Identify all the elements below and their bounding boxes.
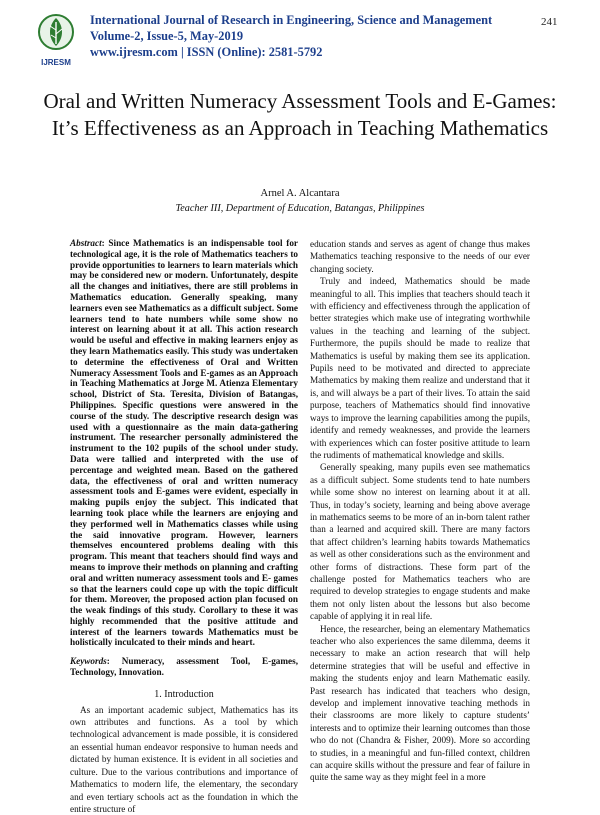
intro-paragraph: As an important academic subject, Mathematics has its own attributes and functions. As a tool by which technological advancement is made possible, it is considered an essential human endeavor responsive to human needs and dictated by human existence. It is evident in all societies and culture. Due to the various contributions and importance of Mathematics to modern life, the elementary, the secondary and even tertiary schools act as the foundation in which the entire structure of (70, 704, 298, 814)
volume-issue: Volume-2, Issue-5, May-2019 (90, 29, 244, 43)
website-issn: www.ijresm.com | ISSN (Online): 2581-5792 (90, 45, 323, 59)
ijresm-logo-icon (36, 12, 76, 70)
keywords-label: Keywords (70, 656, 107, 667)
logo-text: IJRESM (41, 58, 71, 67)
section-heading: 1. Introduction (154, 688, 214, 700)
abstract (70, 238, 298, 648)
journal-name: International Journal of Research in Engineering, Science and Management (90, 13, 493, 27)
body-paragraph: education stands and serves as agent of change thus makes Mathematics teaching responsive to the needs of our ever changing society. (310, 239, 530, 274)
paper-title: Oral and Written Numeracy Assessment Tools and E-Games: It’s Effectiveness as an Approach in Teaching Mathematics (43, 89, 557, 140)
left-column (70, 238, 298, 815)
keywords-text: : Numeracy, assessment Tool, E-games, Technology, Innovation. (70, 656, 298, 678)
journal-logo (36, 12, 76, 70)
body-paragraph: Generally speaking, many pupils even see mathematics as a difficult subject. Some students tend to hate numbers while some show no interest on learning about it at all. Thus, in today’s society, learning and being above average in mathematics seems to be more of an in-born talent rather than a learned and acquired skill. There are many factors that affect children’s learning habits towards Mathematics as well as other considerations such as the environment and other forms of distractions. These form part of the challenge posted for Mathematics teachers who are required to develop strategies to engage students and make them not only listen about the lessons but also become capable of applying it in real life. (310, 462, 530, 622)
abstract-text: : Since Mathematics is an indispensable tool for technological age, it is the role of Mathematics teachers to provide opportunities to learners to learn materials which may be considered new or modern. Unfortunately, despite all the changes and initiatives, there are still problems in Mathematics education. Generally speaking, many learners even see Mathematics as a difficult subject. Some learners tend to hate numbers while some show no interest on learning about it at all. This action research would be useful and effective in making learners enjoy as they learn Mathematics easily. This study was undertaken to determine the effectiveness of Oral and Written Numeracy Assessment Tools and E-games as an Approach in Teaching Mathematics at Jorge M. Atienza Elementary school, District of Sta. Teresita, Division of Batangas, Philippines. Specific questions were answered in the course of the study. The descriptive research design was used with a questionnaire as the main data-gathering instrument. The researcher personally administered the instrument to the 102 pupils of the school under study. Data were tallied and interpreted with the use of percentage and weighted mean. Based on the gathered data, the effectiveness of oral and written numeracy assessment tools and E-games were evident, especially in making pupils enjoy the subject. This indicated that learning took place while the learners are enjoying and they performed well in Mathematics classes while using the said innovative program. However, learners themselves encountered problems dealing with this program. This meant that teachers should find ways and means to improve their methods on planning and crafting oral and written numeracy assessment tools and E- games so that the learners could cope up with the topic difficult for them. Moreover, the proposed action plan focused on the weak findings of this study. Corollary to these it was highly recommended that the positive attitude and interest of the learners towards Mathematics must be holistically inculcated to their minds and heart. (70, 238, 298, 648)
keywords (70, 656, 298, 678)
body-paragraph: Truly and indeed, Mathematics should be made meaningful to all. This implies that teachers should teach it with efficiency and effectiveness through the application of better strategies which make use of integrating worthwhile values in the teaching and learning of the subject. Furthermore, the pupils should be made to realize that Mathematics is useful by making them see its application. Pupils need to be motivated and directed to appreciate Mathematics by making them realize and understand that it is, and will always be a part of their lives. To attain the said purpose, teachers of Mathematics should find innovative ways to improve the learning capabilities among the pupils, identify and remedy weaknesses, and provide the learners with experiences which can foster positive attitude to learn the rudiments of mathematical knowledge and skills. (310, 276, 530, 460)
page-number: 241 (541, 16, 558, 28)
right-column (310, 238, 530, 784)
journal-info (90, 12, 492, 60)
body-paragraph: Hence, the researcher, being an elementary Mathematics teacher who also experiences the same dilemma, deems it necessary to make an action research that will help determine strategies that will be useful and effective in making the students enjoy and learn Mathematic easily. Past research has indicated that teachers who design, develop and implement innovative teaching methods in their classrooms are more likely to capture students’ interests and to optimize their learning outcomes than those who do not (Chandra & Fisher, 2009). More so according to studies, in a meaningful and fun-filled context, children can acquire skills without the pressure and fear of failure in quite the same way as they might feel in a more (310, 623, 530, 783)
abstract-label: Abstract (70, 238, 102, 248)
journal-header (0, 0, 600, 72)
author-affiliation: Teacher III, Department of Education, Batangas, Philippines (175, 203, 425, 214)
author-name: Arnel A. Alcantara (260, 188, 340, 199)
